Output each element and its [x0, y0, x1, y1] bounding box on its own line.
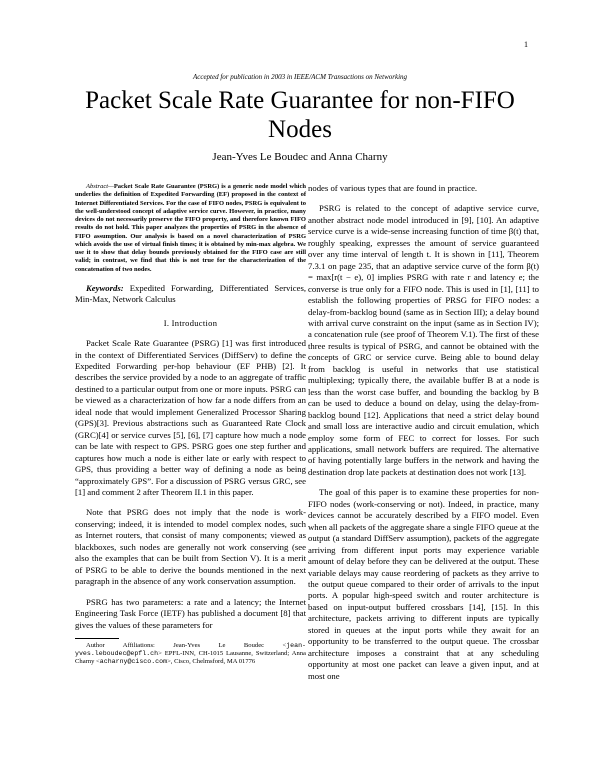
footnote-rule: [75, 638, 119, 639]
footnote-email-1[interactable]: jean-yves.leboudec@epfl.ch: [75, 641, 306, 658]
footnote-text-c: >, Cisco, Chelmsford, MA 01776: [167, 658, 256, 666]
keywords-label: Keywords:: [86, 282, 124, 293]
right-paragraph-1: nodes of various types that are found in practice.: [308, 183, 478, 193]
intro-paragraph-3: PSRG has two parameters: a rate and a latency; the Internet Engineering Task Force (IETF) has published a document [8] that gives the values of these parameters for: [75, 596, 306, 630]
right-paragraph-3: The goal of this paper is to examine these properties for non-FIFO nodes (work-conserving or not). Indeed, in practice, many devices cannot be accurately described by a FIFO model. Even when all packets of the aggregate share a single FIFO queue at the output (a standard DiffServ assumption), packets of the aggregate arriving from different input ports may experience variable amount of delay before they can be delivered at the output. These variable delays may cause reordering of packets as they arrive to the output queue compared to their order of arrivals to the input ports. A popular high-speed switch and router architecture is based on input-output buffered crossbars [14], [15]. In this architecture, packets arriving to different inputs are typically stored in queues at the input ports while they await for an opportunity to be transferred to the output queue. The crossbar architecture imposes a constraint that at any scheduling opportunity at most one packet can leave a given input, and at most one: [308, 487, 539, 681]
intro-paragraph-1: Packet Scale Rate Guarantee (PSRG) [1] was first introduced in the context of Differentiated Services (DiffServ) to define the Expedited Forwarding per-hop behaviour (EF PHB) [2]. It describes the service provided by a node to an aggregate of traffic destined to a particular output from one or more inputs. PSRG can be viewed as a characterization of how far a node differs from an ideal node that would implement Generalized Processor Sharing (GPS)[3]. Previous abstractions such as Guaranteed Rate Clock (GRC)[4] or service curves [5], [6], [7] capture how much a node can be late with respect to GPS. PSRG goes one step further and captures how much a node is either late or early with respect to GPS, thus providing a better way of defining a node as being “approximately GPS”. For a discussion of PSRG versus GRC, see [1] and comment 2 after Theorem II.1 in this paper.: [75, 338, 306, 497]
keywords-text: Expedited Forwarding, Differentiated Services, Min-Max, Network Calculus: [75, 282, 306, 305]
abstract-lead: Abstract—: [86, 183, 114, 190]
accepted-note: Accepted for publication in 2003 in IEEE/ACM Transactions on Networking: [192, 73, 408, 81]
footnote-email-2[interactable]: acharny@cisco.com: [99, 658, 168, 666]
right-paragraph-2: PSRG is related to the concept of adaptive service curve, another abstract node model introduced in [9], [10]. An adaptive service curve is a wide-sense increasing function of time β(t) that, roughly speaking, expresses the amount of service guaranteed over any time interval of length t. It is shown in [11], Theorem 7.3.1 on page 235, that an adaptive service curve of the form β(t) = max[r(t − e), 0] implies PSRG with rate r and latency e; the converse is true only for a FIFO node. This is used in [1], [11] to establish the following properties of PRSG for FIFO nodes: a delay-from-backlog bound (same as in Section III); a delay bound with arrival curve constraint on the input (same as in Section IV); a concatenation rule (see proof of Theorem V.1). The first of these three results is typical of PSRG, and cannot be obtained with the concepts of GRC or service curve. Being able to bound delay from backlog is useful in networks that use statistical multiplexing; typically there, the available buffer B at a node is less than the worst case buffer, and bounding the backlog by B can be used to deduce a bound on delay, using the delay-from-backlog bound [12]. Applications that need a strict delay bound and small loss are interactive audio and circuit emulation, which employ some form of FEC to correct for losses. For such applications, small network buffers are required. The alternative of having potentially large buffers in the network and having the destination drop late packets at destination does not work [13].: [308, 203, 539, 477]
paper-authors: Jean-Yves Le Boudec and Anna Charny: [212, 151, 388, 163]
abstract: [75, 183, 306, 274]
abstract-text: Packet Scale Rate Guarantee (PSRG) is a generic node model which underlies the definition of Expedited Forwarding (EF) proposed in the context of Internet Differentiated Services. For the case of FIFO nodes, PSRG is equivalent to the well-understood concept of adaptive service curve. However, in practice, many devices do not necessarily preserve the FIFO property, and therefore known FIFO results do not hold. This paper analyzes the properties of PSRG in the absence of FIFO assumption. Our analysis is based on a novel characterization of PSRG which avoids the use of virtual finish times; it is obtained by min-max algebra. We use it to show that delay bounds previously obtained for the FIFO case are still valid; in contrast, we find that this is not true for the characterization of the concatenation of two nodes.: [75, 183, 306, 273]
page-number: 1: [524, 40, 528, 49]
footnote-text-b: > EPFL-INN, CH-1015 Lausanne, Switzerland; Anna Charny <: [75, 650, 306, 666]
keywords: [75, 283, 306, 306]
right-column: [308, 183, 539, 682]
section-heading: I. Introduction: [163, 317, 218, 328]
paper-title: Packet Scale Rate Guarantee for non-FIFO Nodes: [85, 87, 515, 143]
intro-paragraph-2: Note that PSRG does not imply that the node is work-conserving; indeed, it is intended to model complex nodes, such as Internet routers, that consist of many components; viewed as blackboxes, such nodes are generally not work conserving (see also the examples that can be built from Section V). It is a merit of PSRG to be able to derive the bounds mentioned in the next paragraph in the absence of any work conservation assumption.: [75, 507, 306, 587]
footnote-text-a: Author Affiliations: Jean-Yves Le Boudec <: [86, 641, 287, 649]
footnote: [75, 642, 306, 667]
left-column: [75, 183, 306, 667]
